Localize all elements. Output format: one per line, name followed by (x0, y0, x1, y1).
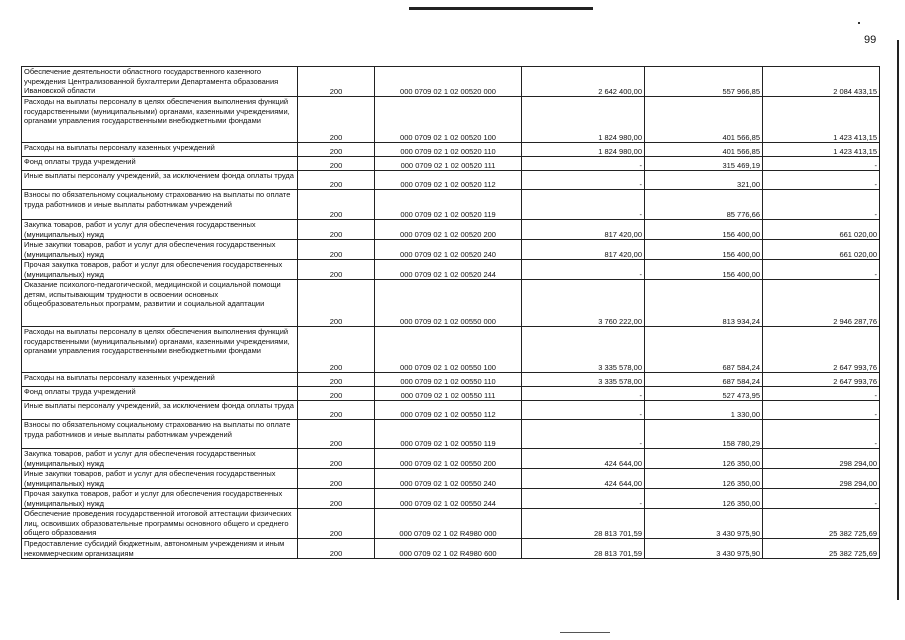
row-name: Расходы на выплаты персоналу казенных учреждений (22, 373, 298, 387)
table-row (22, 539, 880, 559)
row-approved: 28 813 701,59 (522, 509, 645, 539)
row-approved: - (522, 260, 645, 280)
table-row (22, 157, 880, 171)
row-kbk: 000 0709 02 1 02 00520 000 (375, 67, 522, 97)
row-unexecuted: - (763, 171, 880, 190)
row-approved: - (522, 401, 645, 420)
row-unexecuted: 661 020,00 (763, 220, 880, 240)
row-unexecuted: 298 294,00 (763, 449, 880, 469)
row-executed: 813 934,24 (645, 280, 763, 327)
row-code: 200 (298, 373, 375, 387)
row-name: Обеспечение деятельности областного государственного казенного учреждения Централизованной бухгалтерии Департамента образования Ивановской области (22, 67, 298, 97)
row-unexecuted: 2 084 433,15 (763, 67, 880, 97)
row-unexecuted: 2 647 993,76 (763, 373, 880, 387)
row-code: 200 (298, 97, 375, 143)
row-approved: - (522, 489, 645, 509)
row-approved: 817 420,00 (522, 220, 645, 240)
row-code: 200 (298, 420, 375, 449)
row-unexecuted: - (763, 401, 880, 420)
row-kbk: 000 0709 02 1 02 00520 240 (375, 240, 522, 260)
row-code: 200 (298, 469, 375, 489)
row-approved: 1 824 980,00 (522, 97, 645, 143)
row-code: 200 (298, 220, 375, 240)
row-kbk: 000 0709 02 1 02 R4980 000 (375, 509, 522, 539)
row-kbk: 000 0709 02 1 02 00550 119 (375, 420, 522, 449)
page-number: 99 (864, 34, 877, 46)
row-executed: 687 584,24 (645, 373, 763, 387)
row-approved: - (522, 387, 645, 401)
row-executed: 321,00 (645, 171, 763, 190)
row-executed: 3 430 975,90 (645, 539, 763, 559)
row-approved: - (522, 420, 645, 449)
row-unexecuted: 661 020,00 (763, 240, 880, 260)
table-row (22, 509, 880, 539)
row-executed: 126 350,00 (645, 489, 763, 509)
row-executed: 158 780,29 (645, 420, 763, 449)
row-code: 200 (298, 387, 375, 401)
row-executed: 557 966,85 (645, 67, 763, 97)
row-name: Расходы на выплаты персоналу в целях обеспечения выполнения функций государственными (муниципальными) органами, казенными учреждениями, органами управления государственными внебюджетными фондами (22, 327, 298, 373)
row-executed: 126 350,00 (645, 469, 763, 489)
row-unexecuted: - (763, 157, 880, 171)
row-unexecuted: 2 946 287,76 (763, 280, 880, 327)
row-name: Иные выплаты персоналу учреждений, за исключением фонда оплаты труда (22, 401, 298, 420)
row-code: 200 (298, 539, 375, 559)
row-code: 200 (298, 240, 375, 260)
table-row (22, 143, 880, 157)
row-executed: 401 566,85 (645, 143, 763, 157)
row-code: 200 (298, 401, 375, 420)
row-unexecuted: 298 294,00 (763, 469, 880, 489)
table-row (22, 401, 880, 420)
row-kbk: 000 0709 02 1 02 00520 100 (375, 97, 522, 143)
table-row (22, 97, 880, 143)
row-name: Иные закупки товаров, работ и услуг для обеспечения государственных (муниципальных) нужд (22, 469, 298, 489)
table-row (22, 373, 880, 387)
budget-table-body (22, 67, 880, 559)
row-name: Иные выплаты персоналу учреждений, за исключением фонда оплаты труда (22, 171, 298, 190)
row-kbk: 000 0709 02 1 02 00520 111 (375, 157, 522, 171)
table-row (22, 469, 880, 489)
row-executed: 156 400,00 (645, 260, 763, 280)
row-approved: 817 420,00 (522, 240, 645, 260)
row-approved: 1 824 980,00 (522, 143, 645, 157)
row-code: 200 (298, 260, 375, 280)
row-executed: 315 469,19 (645, 157, 763, 171)
row-kbk: 000 0709 02 1 02 00550 111 (375, 387, 522, 401)
table-row (22, 489, 880, 509)
row-name: Обеспечение проведения государственной итоговой аттестации физических лиц, освоивших образовательные программы основного общего и среднего общего образования (22, 509, 298, 539)
scan-dot (858, 22, 860, 24)
row-unexecuted: - (763, 420, 880, 449)
row-executed: 1 330,00 (645, 401, 763, 420)
row-kbk: 000 0709 02 1 02 00520 119 (375, 190, 522, 220)
row-name: Прочая закупка товаров, работ и услуг для обеспечения государственных (муниципальных) нужд (22, 489, 298, 509)
row-kbk: 000 0709 02 1 02 00550 110 (375, 373, 522, 387)
row-kbk: 000 0709 02 1 02 00550 100 (375, 327, 522, 373)
table-row (22, 449, 880, 469)
row-executed: 687 584,24 (645, 327, 763, 373)
table-row (22, 67, 880, 97)
row-name: Закупка товаров, работ и услуг для обеспечения государственных (муниципальных) нужд (22, 220, 298, 240)
table-row (22, 190, 880, 220)
row-executed: 156 400,00 (645, 240, 763, 260)
row-name: Расходы на выплаты персоналу в целях обеспечения выполнения функций государственными (муниципальными) органами, казенными учреждениями, органами управления государственными внебюджетными фондами (22, 97, 298, 143)
row-executed: 527 473,95 (645, 387, 763, 401)
row-name: Оказание психолого-педагогической, медицинской и социальной помощи детям, испытывающим трудности в освоении основных общеобразовательных программ, развитии и социальной адаптации (22, 280, 298, 327)
row-unexecuted: 25 382 725,69 (763, 539, 880, 559)
row-approved: 3 760 222,00 (522, 280, 645, 327)
scan-edge-line (897, 40, 899, 600)
row-name: Фонд оплаты труда учреждений (22, 387, 298, 401)
row-approved: 424 644,00 (522, 469, 645, 489)
row-kbk: 000 0709 02 1 02 00550 244 (375, 489, 522, 509)
row-kbk: 000 0709 02 1 02 00520 110 (375, 143, 522, 157)
row-kbk: 000 0709 02 1 02 00550 240 (375, 469, 522, 489)
row-approved: 28 813 701,59 (522, 539, 645, 559)
row-code: 200 (298, 190, 375, 220)
row-approved: 424 644,00 (522, 449, 645, 469)
row-kbk: 000 0709 02 1 02 00520 200 (375, 220, 522, 240)
row-approved: - (522, 157, 645, 171)
row-approved: - (522, 190, 645, 220)
row-code: 200 (298, 157, 375, 171)
row-code: 200 (298, 280, 375, 327)
table-row (22, 280, 880, 327)
table-row (22, 260, 880, 280)
row-name: Иные закупки товаров, работ и услуг для обеспечения государственных (муниципальных) нужд (22, 240, 298, 260)
row-kbk: 000 0709 02 1 02 00550 200 (375, 449, 522, 469)
row-code: 200 (298, 67, 375, 97)
row-unexecuted: 1 423 413,15 (763, 143, 880, 157)
row-code: 200 (298, 327, 375, 373)
row-kbk: 000 0709 02 1 02 00520 244 (375, 260, 522, 280)
row-name: Прочая закупка товаров, работ и услуг для обеспечения государственных (муниципальных) нужд (22, 260, 298, 280)
table-row (22, 171, 880, 190)
row-unexecuted: - (763, 387, 880, 401)
table-row (22, 387, 880, 401)
scan-artifact-bar (409, 7, 593, 10)
row-kbk: 000 0709 02 1 02 00550 000 (375, 280, 522, 327)
row-code: 200 (298, 489, 375, 509)
row-name: Предоставление субсидий бюджетным, автономным учреждениям и иным некоммерческим организациям (22, 539, 298, 559)
table-row (22, 240, 880, 260)
footer-mark (560, 632, 610, 633)
row-name: Взносы по обязательному социальному страхованию на выплаты по оплате труда работников и иные выплаты работникам учреждений (22, 190, 298, 220)
budget-table (21, 66, 880, 559)
row-kbk: 000 0709 02 1 02 00550 112 (375, 401, 522, 420)
row-code: 200 (298, 143, 375, 157)
row-code: 200 (298, 171, 375, 190)
table-row (22, 327, 880, 373)
row-unexecuted: 25 382 725,69 (763, 509, 880, 539)
row-name: Расходы на выплаты персоналу казенных учреждений (22, 143, 298, 157)
row-kbk: 000 0709 02 1 02 00520 112 (375, 171, 522, 190)
row-unexecuted: - (763, 260, 880, 280)
row-code: 200 (298, 449, 375, 469)
row-name: Фонд оплаты труда учреждений (22, 157, 298, 171)
row-name: Закупка товаров, работ и услуг для обеспечения государственных (муниципальных) нужд (22, 449, 298, 469)
table-row (22, 220, 880, 240)
row-approved: 3 335 578,00 (522, 327, 645, 373)
row-approved: 2 642 400,00 (522, 67, 645, 97)
row-executed: 401 566,85 (645, 97, 763, 143)
row-approved: 3 335 578,00 (522, 373, 645, 387)
row-approved: - (522, 171, 645, 190)
row-name: Взносы по обязательному социальному страхованию на выплаты по оплате труда работников и иные выплаты работникам учреждений (22, 420, 298, 449)
table-row (22, 420, 880, 449)
row-executed: 126 350,00 (645, 449, 763, 469)
row-unexecuted: 2 647 993,76 (763, 327, 880, 373)
row-kbk: 000 0709 02 1 02 R4980 600 (375, 539, 522, 559)
row-executed: 156 400,00 (645, 220, 763, 240)
row-executed: 3 430 975,90 (645, 509, 763, 539)
row-unexecuted: - (763, 489, 880, 509)
row-executed: 85 776,66 (645, 190, 763, 220)
row-unexecuted: 1 423 413,15 (763, 97, 880, 143)
row-unexecuted: - (763, 190, 880, 220)
row-code: 200 (298, 509, 375, 539)
